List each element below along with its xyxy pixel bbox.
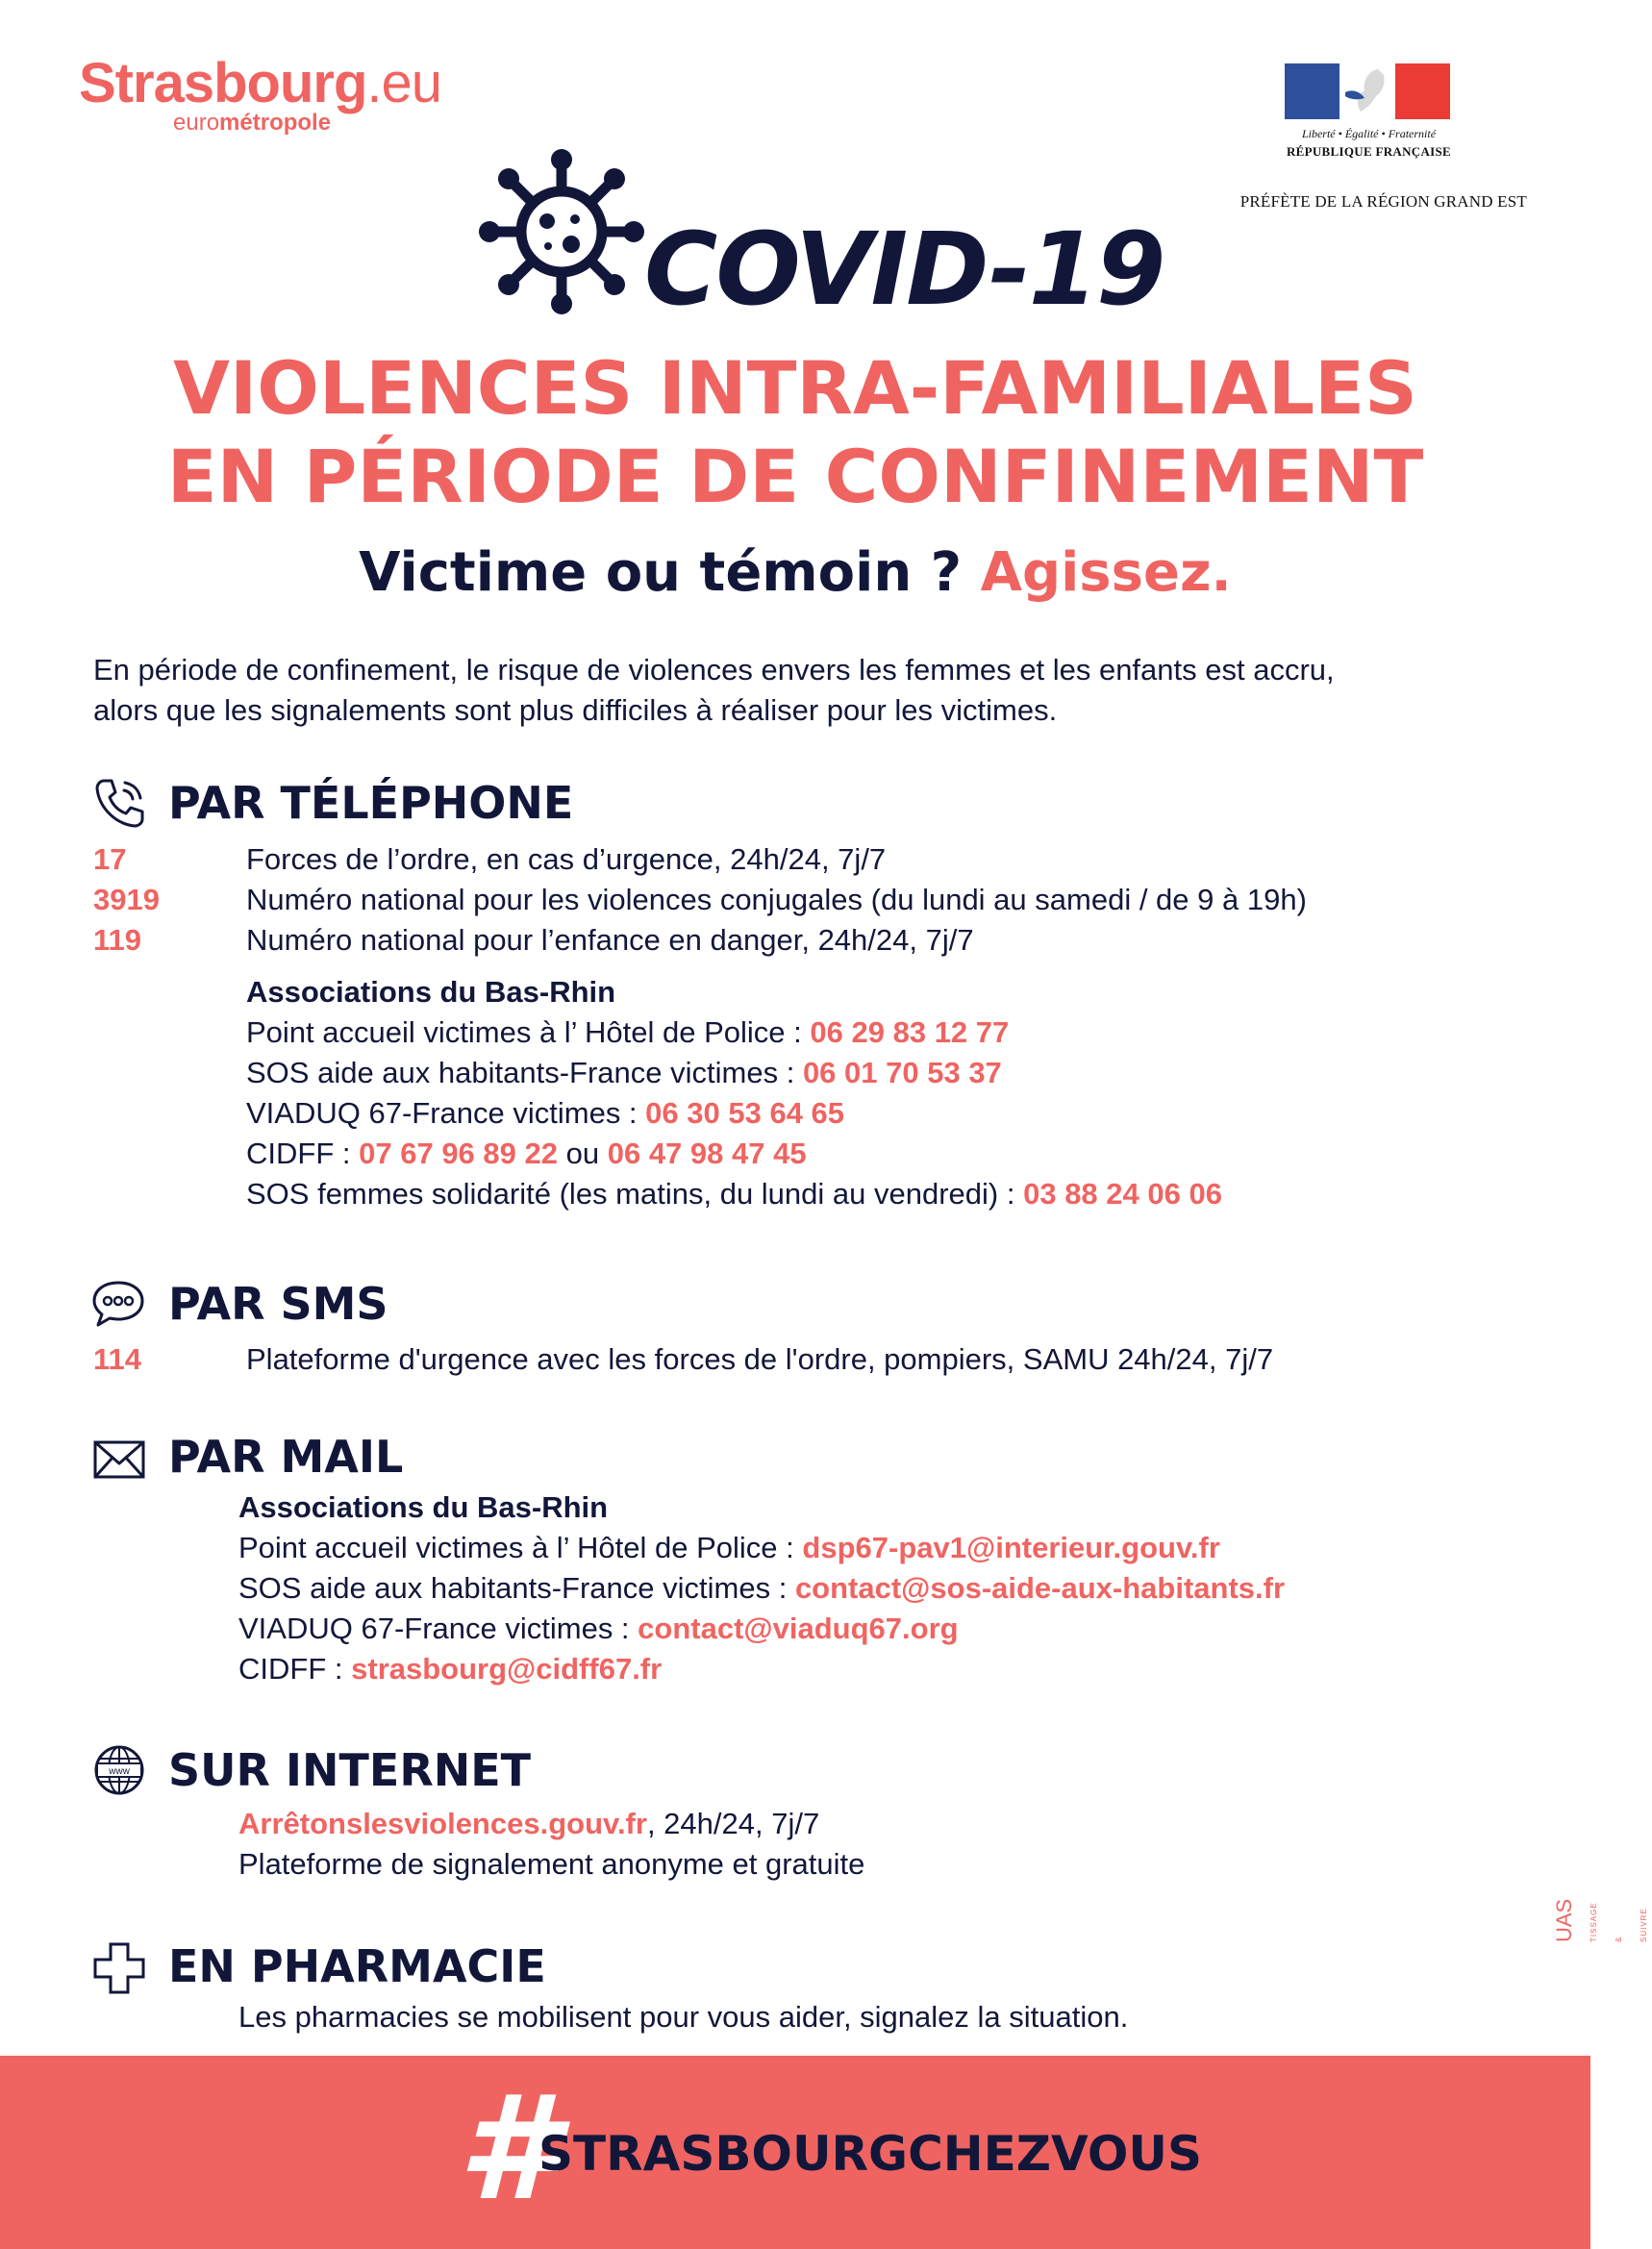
mail-address[interactable]: contact@viaduq67.org: [638, 1612, 959, 1645]
virus-icon: [475, 144, 648, 319]
rf-white-band: [1339, 63, 1395, 119]
envelope-icon: [91, 1431, 147, 1487]
sms-number: 114: [93, 1342, 142, 1376]
intro-line-2: alors que les signalements sont plus difficiles à réaliser pour les victimes.: [93, 693, 1058, 727]
mail-label: Point accueil victimes à l’ Hôtel de Police :: [238, 1531, 794, 1564]
rf-motto: Liberté • Égalité • Fraternité: [1301, 127, 1437, 140]
internet-site-link[interactable]: Arrêtonslesviolences.gouv.fr: [238, 1807, 647, 1840]
phone-assoc-value[interactable]: 06 01 70 53 37: [802, 1056, 1002, 1089]
subheadline-action: Agissez.: [980, 541, 1232, 604]
prefete-label: PRÉFÈTE DE LA RÉGION GRAND EST: [1239, 192, 1527, 211]
phone-desc-119: Numéro national pour l’enfance en danger, 24h/24, 7j/7: [246, 923, 974, 957]
phone-assoc-label: SOS femmes solidarité (les matins, du lundi au vendredi) :: [246, 1177, 1015, 1211]
section-title-sms: PAR SMS: [168, 1278, 388, 1330]
phone-desc-3919: Numéro national pour les violences conjugales (du lundi au samedi / de 9 à 19h): [246, 883, 1307, 916]
mail-row: [238, 1533, 1220, 1562]
mail-address[interactable]: strasbourg@cidff67.fr: [351, 1652, 663, 1686]
phone-number-119: 119: [93, 923, 142, 957]
mail-address[interactable]: contact@sos-aide-aux-habitants.fr: [794, 1571, 1286, 1605]
section-title-pharmacie: EN PHARMACIE: [168, 1940, 546, 1992]
section-title-internet: SUR INTERNET: [168, 1744, 532, 1796]
strasbourg-logo: [79, 52, 442, 114]
mail-label: VIADUQ 67-France victimes :: [238, 1612, 630, 1645]
phone-assoc-row: [246, 1179, 1222, 1209]
republique-francaise-logo: [1285, 63, 1450, 119]
mail-label: CIDFF :: [238, 1652, 343, 1686]
www-icon-text: www: [109, 1766, 130, 1777]
phone-assoc-row: [246, 1058, 1002, 1087]
strasbourg-logo-tld: .eu: [366, 52, 442, 114]
intro-paragraph: [93, 650, 1497, 731]
cidff-phone-1[interactable]: 07 67 96 89 22: [359, 1137, 558, 1170]
rf-red-band: [1395, 63, 1450, 119]
phone-assoc-label: SOS aide aux habitants-France victimes :: [246, 1056, 795, 1089]
phone-assoc-row-cidff: [246, 1138, 807, 1168]
rf-blue-band: [1285, 63, 1339, 119]
hash-symbol: #: [458, 2065, 559, 2233]
headline-line-1: VIOLENCES INTRA-FAMILIALES: [173, 345, 1417, 431]
phone-icon: [92, 775, 148, 831]
cidff-phone-2[interactable]: 06 47 98 47 45: [607, 1137, 807, 1170]
internet-site-suffix: , 24h/24, 7j/7: [646, 1807, 820, 1840]
sms-bubble-icon: [90, 1275, 146, 1331]
pharmacie-desc: Les pharmacies se mobilisent pour vous aider, signalez la situation.: [238, 2000, 1129, 2034]
side-print-mark: [1552, 1899, 1652, 1942]
side-mark: UAS: [1552, 1898, 1576, 1942]
internet-site-row: [238, 1809, 819, 1838]
rf-name: RÉPUBLIQUE FRANÇAISE: [1286, 144, 1452, 159]
section-title-telephone: PAR TÉLÉPHONE: [168, 777, 574, 829]
mail-label: SOS aide aux habitants-France victimes :: [238, 1571, 788, 1605]
phone-assoc-value[interactable]: 06 29 83 12 77: [810, 1015, 1010, 1049]
mail-row: [238, 1573, 1285, 1603]
sms-desc: Plateforme d'urgence avec les forces de l'ordre, pompiers, SAMU 24h/24, 7j/7: [246, 1342, 1274, 1376]
internet-desc: Plateforme de signalement anonyme et gratuite: [238, 1847, 865, 1881]
marianne-icon: [1339, 63, 1395, 119]
footer-hashtag: STRASBOURGCHEZVOUS: [538, 2126, 1202, 2182]
pharmacy-cross-icon: [91, 1940, 147, 1996]
phone-assoc-value[interactable]: 06 30 53 64 65: [645, 1096, 845, 1130]
mail-row: [238, 1613, 959, 1643]
phone-assoc-label: VIADUQ 67-France victimes :: [246, 1096, 638, 1130]
globe-www-icon: [91, 1742, 147, 1798]
eurometropole-a: euro: [173, 110, 220, 136]
mail-row: [238, 1654, 662, 1684]
cidff-or: ou: [565, 1137, 600, 1170]
phone-assoc-row: [246, 1098, 844, 1128]
strasbourg-logo-main: Strasbourg: [79, 52, 367, 114]
section-title-mail: PAR MAIL: [168, 1431, 404, 1483]
eurometropole-logo: [173, 112, 331, 135]
phone-assoc-row: [246, 1017, 1009, 1047]
phone-number-3919: 3919: [93, 883, 160, 916]
mail-assoc-title: Associations du Bas-Rhin: [238, 1490, 609, 1524]
phone-number-17: 17: [93, 842, 127, 876]
covid-title: COVID-19: [644, 211, 1164, 328]
intro-line-1: En période de confinement, le risque de violences envers les femmes et les enfants est accru,: [93, 653, 1335, 687]
phone-assoc-label: Point accueil victimes à l’ Hôtel de Police :: [246, 1015, 802, 1049]
phone-assoc-title: Associations du Bas-Rhin: [246, 975, 616, 1009]
side-mark-small: TISSAGE & SUIVRE: [1589, 1902, 1648, 1942]
subheadline-question: Victime ou témoin ?: [359, 541, 963, 604]
eurometropole-b: métropole: [219, 110, 332, 136]
mail-address[interactable]: dsp67-pav1@interieur.gouv.fr: [802, 1531, 1220, 1564]
phone-desc-17: Forces de l’ordre, en cas d’urgence, 24h/24, 7j/7: [246, 842, 887, 876]
phone-assoc-value[interactable]: 03 88 24 06 06: [1023, 1177, 1222, 1211]
headline-line-2: EN PÉRIODE DE CONFINEMENT: [166, 434, 1424, 519]
subheadline: [0, 541, 1590, 604]
cidff-label: CIDFF :: [246, 1137, 351, 1170]
